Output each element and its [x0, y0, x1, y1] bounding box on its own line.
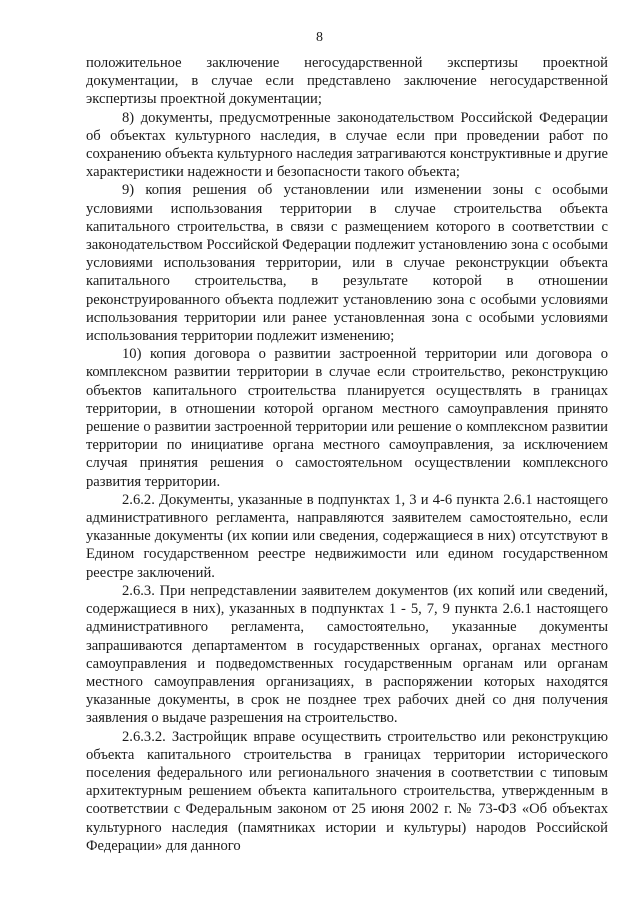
paragraph-2-6-3-2: 2.6.3.2. Застройщик вправе осуществить строительство или реконструкцию объекта капитального строительства в границах территории исторического поселения федерального или регионального значения в соответствии с типовым архитектурным решением объекта капитального строительства, утвержденным в соответствии с Федеральным законом от 25 июня 2002 г. № 73-ФЗ «Об объектах культурного наследия (памятниках истории и культуры) народов Российской Федерации» для данного	[86, 728, 608, 854]
paragraph-item-8: 8) документы, предусмотренные законодательством Российской Федерации об объектах культурного наследия, в случае если при проведении работ по сохранению объекта культурного наследия затрагиваются конструктивные и другие характеристики надежности и безопасности такого объекта;	[86, 109, 608, 181]
paragraph-2-6-3: 2.6.3. При непредставлении заявителем документов (их копий или сведений, содержащиеся в них), указанных в подпунктах 1 - 5, 7, 9 пункта 2.6.1 настоящего административного регламента, самостоятельно, указанные документы запрашиваются департаментом в государственных органах, органах местного самоуправления и подведомственных государственным органам или органам местного самоуправления организациях, в распоряжении которых находятся указанные документы, в срок не позднее трех рабочих дней со дня получения заявления о выдаче разрешения на строительство.	[86, 582, 608, 727]
paragraph-item-10: 10) копия договора о развитии застроенной территории или договора о комплексном развитии территории в случае если строительство, реконструкцию объектов капитального строительства планируется осуществлять в границах территории, в отношении которой органом местного самоуправления принято решение о развитии застроенной территории или решение о комплексном развитии территории по инициативе органа местного самоуправления, за исключением случая принятия решения о самостоятельном осуществлении комплексного развития территории.	[86, 346, 608, 490]
paragraph-item-9: 9) копия решения об установлении или изменении зоны с особыми условиями использования территории в случае строительства объекта капитального строительства, в связи с размещением которого в соответствии с законодательством Российской Федерации подлежит установлению зона с особыми условиями использования территории, или в случае реконструкции объекта капитального строительства, в результате которой в отношении реконструированного объекта подлежит установлению зона с особыми условиями использования территории или ранее установленная зона с особыми условиями использования территории подлежит изменению;	[86, 182, 608, 345]
paragraph-continuation: положительное заключение негосударственной экспертизы проектной документации, в случае если представлено заключение негосударственной экспертизы проектной документации;	[86, 55, 608, 108]
paragraph-2-6-2: 2.6.2. Документы, указанные в подпунктах 1, 3 и 4-6 пункта 2.6.1 настоящего административного регламента, направляются заявителем самостоятельно, если указанные документы (их копии или сведения, содержащиеся в них) отсутствуют в Едином государственном реестре недвижимости или едином государственном реестре заключений.	[86, 491, 608, 581]
page-number: 8	[316, 30, 323, 45]
document-body	[86, 54, 608, 855]
